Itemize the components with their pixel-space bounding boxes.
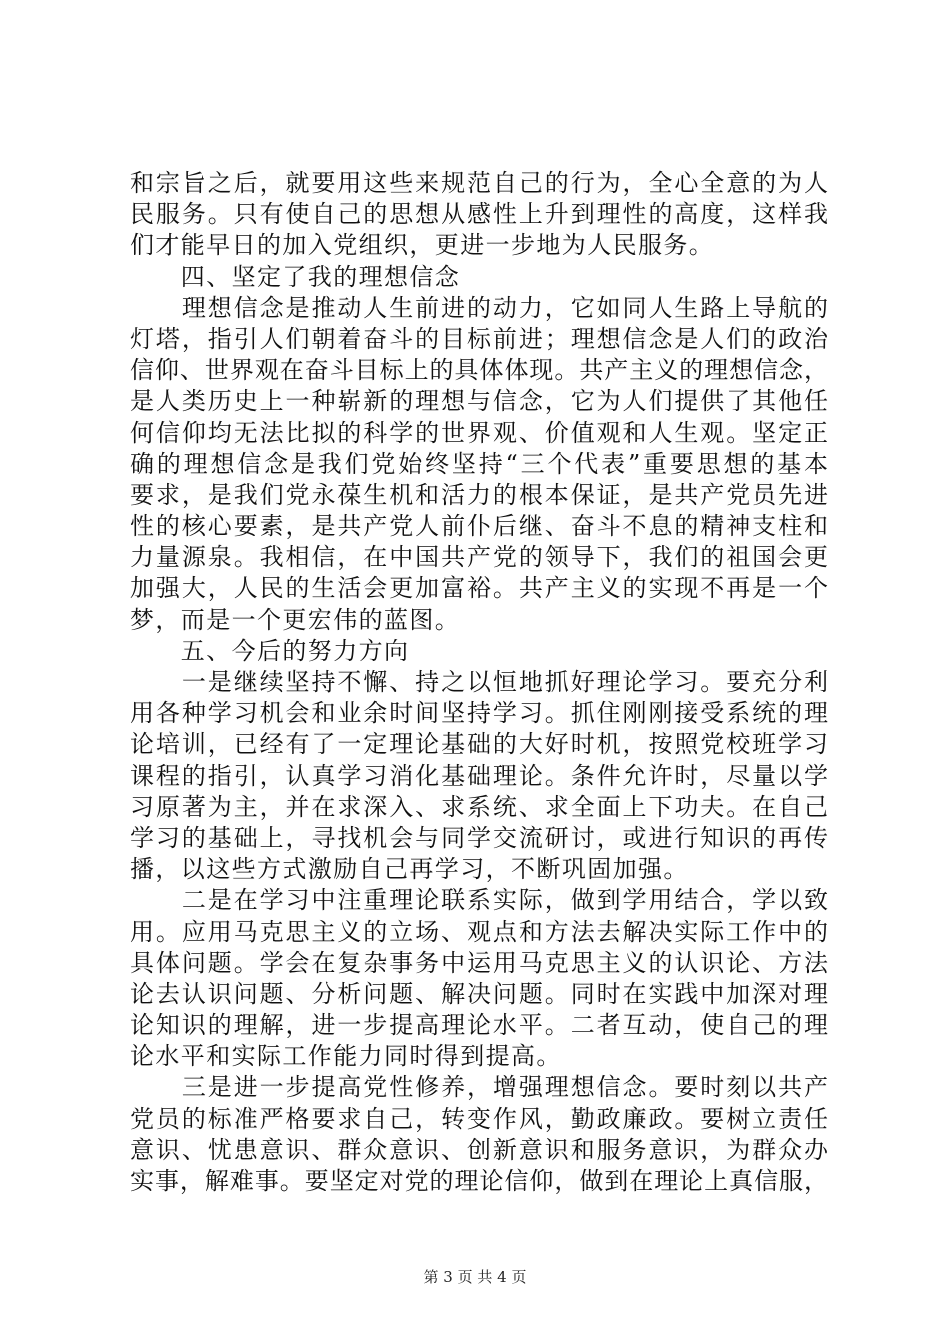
page-number-footer: 第 3 页 共 4 页 bbox=[423, 1268, 527, 1286]
text-line: 实事，解难事。要坚定对党的理论信仰，做到在理论上真信服， bbox=[130, 1167, 828, 1195]
text-line: 信仰、世界观在奋斗目标上的具体体现。共产主义的理想信念， bbox=[130, 356, 828, 385]
text-line: 习原著为主，并在求深入、求系统、求全面上下功夫。在自己 bbox=[130, 792, 828, 821]
text-line: 何信仰均无法比拟的科学的世界观、价值观和人生观。坚定正 bbox=[130, 418, 828, 447]
text-line: 力量源泉。我相信，在中国共产党的领导下，我们的祖国会更 bbox=[130, 543, 828, 572]
text-line: 性的核心要素，是共产党人前仆后继、奋斗不息的精神支柱和 bbox=[130, 512, 828, 541]
text-line: 论水平和实际工作能力同时得到提高。 bbox=[130, 1042, 562, 1071]
section-heading: 五、今后的努力方向 bbox=[130, 636, 410, 665]
text-line: 确的理想信念是我们党始终坚持“三个代表”重要思想的基本 bbox=[130, 449, 828, 478]
text-line: 加强大，人民的生活会更加富裕。共产主义的实现不再是一个 bbox=[130, 574, 828, 603]
text-line: 用。应用马克思主义的立场、观点和方法去解决实际工作中的 bbox=[130, 917, 828, 946]
text-line: 二是在学习中注重理论联系实际，做到学用结合，学以致 bbox=[130, 886, 828, 915]
text-line: 们才能早日的加入党组织，更进一步地为人民服务。 bbox=[130, 231, 715, 260]
text-line: 三是进一步提高党性修养，增强理想信念。要时刻以共产 bbox=[130, 1073, 828, 1102]
text-line: 论培训，已经有了一定理论基础的大好时机，按照党校班学习 bbox=[130, 730, 828, 759]
text-line: 播，以这些方式激励自己再学习，不断巩固加强。 bbox=[130, 855, 689, 884]
text-line: 理想信念是推动人生前进的动力，它如同人生路上导航的 bbox=[130, 293, 828, 322]
text-line: 课程的指引，认真学习消化基础理论。条件允许时，尽量以学 bbox=[130, 761, 828, 790]
text-line: 论去认识问题、分析问题、解决问题。同时在实践中加深对理 bbox=[130, 979, 828, 1008]
section-heading: 四、坚定了我的理想信念 bbox=[130, 262, 461, 291]
text-line: 具体问题。学会在复杂事务中运用马克思主义的认识论、方法 bbox=[130, 948, 828, 977]
text-line: 梦，而是一个更宏伟的蓝图。 bbox=[130, 605, 461, 634]
text-line: 论知识的理解，进一步提高理论水平。二者互动，使自己的理 bbox=[130, 1011, 828, 1040]
text-line: 学习的基础上，寻找机会与同学交流研讨，或进行知识的再传 bbox=[130, 823, 828, 852]
text-line: 用各种学习机会和业余时间坚持学习。抓住刚刚接受系统的理 bbox=[130, 699, 828, 728]
text-line: 灯塔，指引人们朝着奋斗的目标前进；理想信念是人们的政治 bbox=[130, 324, 828, 353]
text-line: 一是继续坚持不懈、持之以恒地抓好理论学习。要充分利 bbox=[130, 668, 828, 696]
text-line: 党员的标准严格要求自己，转变作风，勤政廉政。要树立责任 bbox=[130, 1104, 828, 1133]
text-line: 民服务。只有使自己的思想从感性上升到理性的高度，这样我 bbox=[130, 200, 828, 229]
document-body bbox=[130, 168, 828, 1197]
text-line: 和宗旨之后，就要用这些来规范自己的行为，全心全意的为人 bbox=[130, 169, 828, 197]
text-line: 意识、忧患意识、群众意识、创新意识和服务意识，为群众办 bbox=[130, 1135, 828, 1164]
text-line: 是人类历史上一种崭新的理想与信念，它为人们提供了其他任 bbox=[130, 387, 828, 416]
text-line: 要求，是我们党永葆生机和活力的根本保证，是共产党员先进 bbox=[130, 480, 828, 509]
